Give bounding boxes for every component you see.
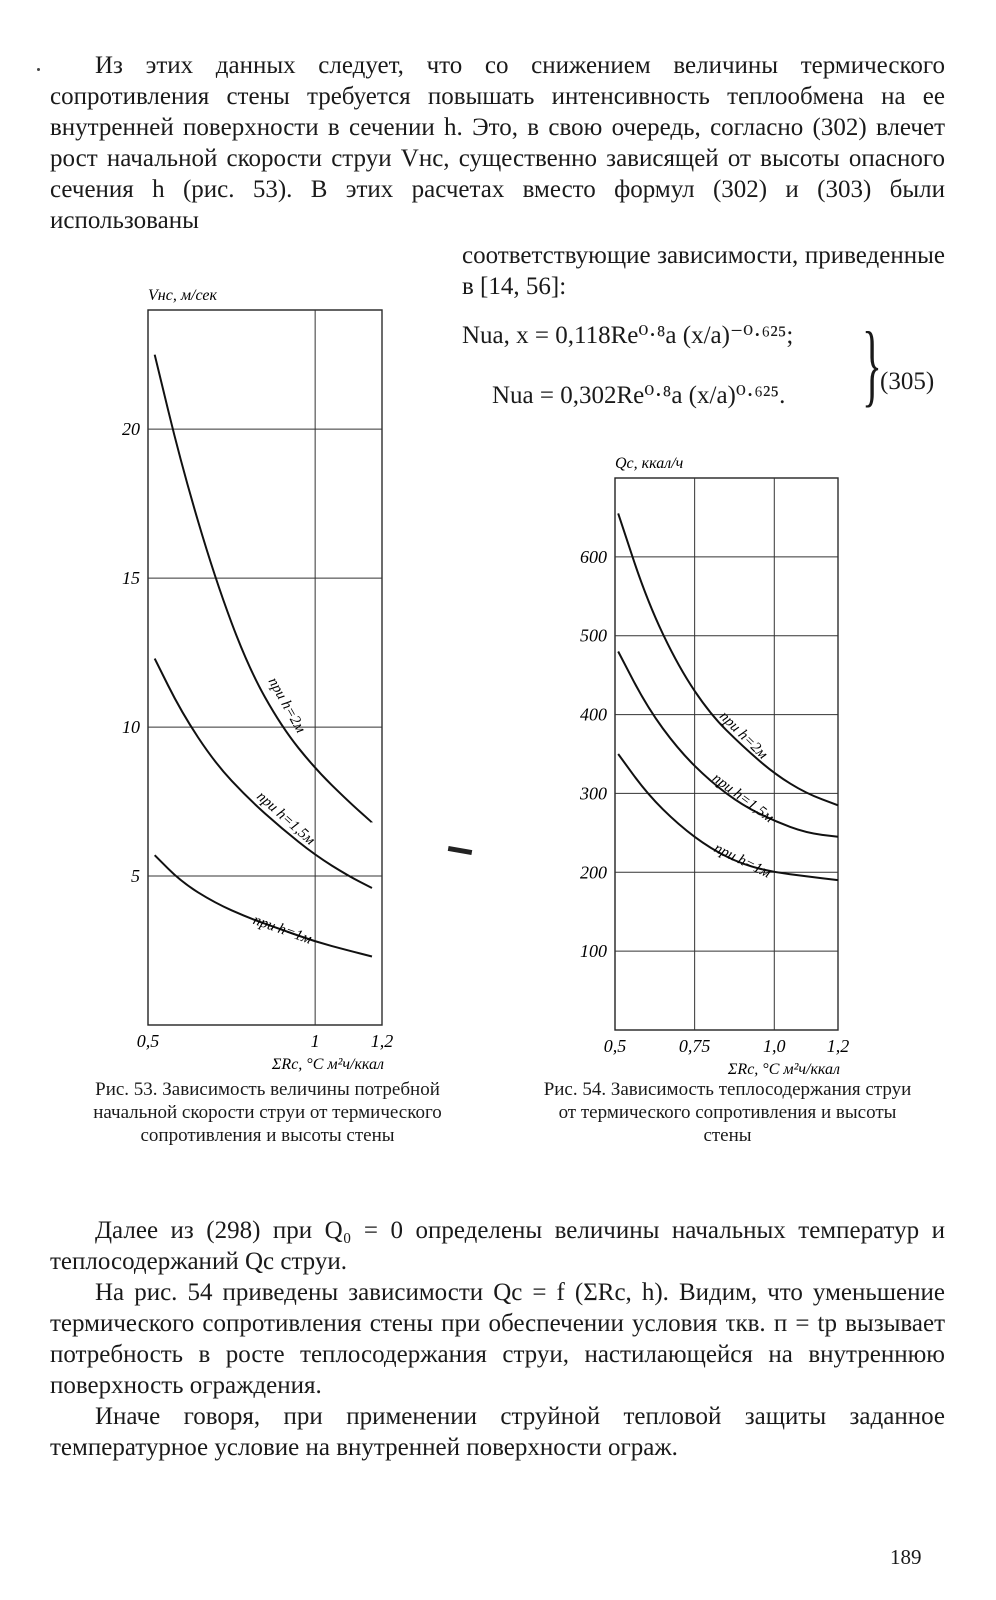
fig53-y-tick-label: 20 (122, 419, 140, 440)
fig53-x-axis-label: ΣRс, °С м²ч/ккал (271, 1056, 384, 1073)
fig54-series-label: при h=1,5м (709, 770, 777, 827)
page-number: 189 (890, 1545, 922, 1569)
fig53-series-label: при h=1м (250, 912, 314, 948)
fig54-y-tick-label: 400 (580, 704, 607, 725)
fig54-x-tick-label: 0,5 (603, 1036, 627, 1056)
figure-54-svg (560, 448, 900, 1078)
fig53-x-tick-label: 1,2 (370, 1031, 394, 1051)
fig54-plot-frame (615, 478, 838, 1030)
fig54-y-tick-label: 500 (580, 625, 607, 646)
fig54-x-tick-label: 0,75 (678, 1036, 711, 1056)
fig53-series-label: при h=2м (264, 674, 309, 736)
equation-number: (305) (880, 368, 935, 395)
fig53-y-axis-label: Vнс, м/сек (148, 287, 217, 304)
figure-54-caption: Рис. 54. Зависимость теплосодержания струи от термического сопротивления и высоты стены (543, 1079, 912, 1146)
figure-53-chart (100, 280, 450, 1075)
paragraph-fig54-discussion: На рис. 54 приведены зависимости Qс = f (ΣRс, h). Видим, что уменьшение термического сопротивления стены при обеспечении условия τкв. п = tр вызывает потребность в росте теплосодержания струи, настилающейся на внутреннюю поверхность ограждения. (50, 1279, 945, 1399)
fig54-y-axis-label: Qс, ккал/ч (615, 455, 684, 472)
speck-mark (37, 68, 40, 71)
fig53-y-tick-label: 15 (122, 568, 140, 589)
fig54-x-tick-label: 1,0 (763, 1036, 786, 1056)
fig53-series-line (155, 355, 372, 823)
fig54-y-tick-label: 600 (580, 546, 607, 567)
fig53-x-tick-label: 0,5 (136, 1031, 160, 1051)
fig54-y-tick-label: 300 (580, 783, 607, 804)
formula-brace: } (862, 313, 882, 415)
fig54-series-label: при h=1м (711, 840, 774, 882)
fig54-x-axis-label: ΣRс, °С м²ч/ккал (727, 1061, 840, 1078)
fig53-x-tick-label: 1 (310, 1031, 320, 1051)
paragraph-intro: Из этих данных следует, что со снижением величины термического сопротивления стены требуется повышать интенсивность теплообмена на ее внутренней поверхности в сечении h. Это, в свою очередь, согласно (302) влечет рост начальной скорости струи Vнс, существенно зависящей от высоты опасного сечения h (рис. 53). В этих расчетах вместо формул (302) и (303) были использованы (50, 52, 945, 234)
paragraph-side: соответствующие зависимости, приведенные в [14, 56]: (462, 242, 945, 300)
paragraph-conclusion: Иначе говоря, при применении струйной тепловой защиты заданное температурное условие на внутренней поверхности ограж. (50, 1403, 945, 1461)
figure-53-caption: Рис. 53. Зависимость величины потребной начальной скорости струи от термического сопротивления и высоты стены (93, 1079, 442, 1146)
paragraph-initial-temperatures: Далее из (298) при Q₀ = 0 определены величины начальных температур и теплосодержаний Qс струи. (50, 1217, 945, 1275)
fig54-y-tick-label: 200 (580, 862, 607, 883)
formula-mean-nusselt: Nua = 0,302Re⁰·⁸a (x/a)⁰·⁶²⁵. (492, 382, 786, 409)
fig54-x-tick-label: 1,2 (826, 1036, 850, 1056)
fig54-series-line (618, 651, 838, 836)
figure-53-svg (100, 280, 450, 1073)
fig54-y-tick-label: 100 (580, 941, 607, 962)
fig54-series-label: при h=2м (716, 708, 771, 763)
fig53-series-label: при h=1,5м (253, 788, 318, 849)
figure-54-chart (560, 448, 900, 1078)
formula-local-nusselt: Nua, x = 0,118Re⁰·⁸a (x/a)⁻⁰·⁶²⁵; (462, 322, 794, 349)
fig53-y-tick-label: 5 (131, 866, 140, 887)
ink-dash-mark (448, 846, 473, 855)
fig53-y-tick-label: 10 (122, 717, 140, 738)
